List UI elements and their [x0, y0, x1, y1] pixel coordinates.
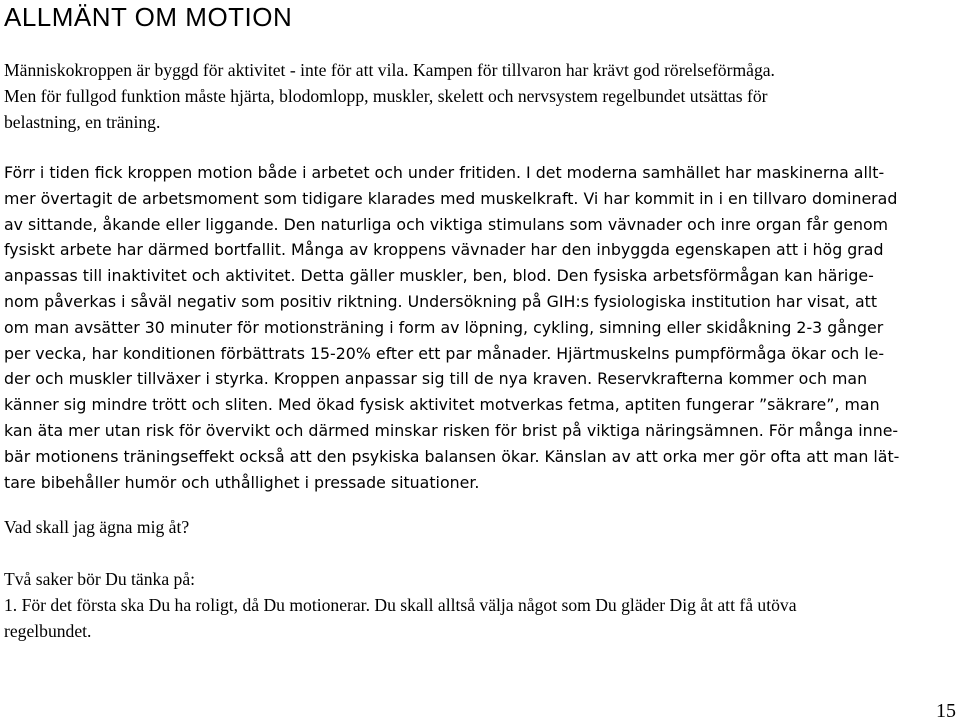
text-line: tare bibehåller humör och uthållighet i pressade situationer. [4, 472, 480, 492]
list-item [4, 593, 797, 645]
text-line: av sittande, åkande eller liggande. Den naturliga och viktiga stimulans som vävnader och inre organ får genom [4, 214, 889, 234]
text-line: fysiskt arbete har därmed bortfallit. Många av kroppens vävnader har den inbyggda egenskapen att i hög grad [4, 240, 884, 260]
list-intro [4, 567, 195, 593]
list-intro-text: Två saker bör Du tänka på: [4, 569, 196, 589]
text-line: anpassas till inaktivitet och aktivitet. Detta gäller muskler, ben, blod. Den fysiska arbetsförmågan kan härige- [4, 266, 874, 286]
body-paragraph [4, 160, 899, 495]
question-text: Vad skall jag ägna mig åt? [4, 517, 190, 537]
text-line: bär motionens träningseffekt också att den psykiska balansen ökar. Känslan av att orka mer gör ofta att man lät- [4, 446, 900, 466]
page-title: ALLMÄNT OM MOTION [4, 2, 293, 32]
text-line: om man avsätter 30 minuter för motionsträning i form av löpning, cykling, simning eller skidåkning 2-3 gånger [4, 317, 884, 337]
text-line: regelbundet. [4, 620, 92, 641]
text-line: Förr i tiden fick kroppen motion både i arbetet och under fritiden. I det moderna samhället har maskinerna allt- [4, 163, 885, 182]
text-line: der och muskler tillväxer i styrka. Kroppen anpassar sig till de nya kraven. Reservkrafterna kommer och man [4, 369, 868, 389]
text-line: 1. För det första ska Du ha roligt, då Du motionerar. Du skall alltså välja något som Du gläder Dig åt att få utöva [4, 595, 797, 615]
question-heading [4, 515, 189, 541]
text-line: nom påverkas i såväl negativ som positiv riktning. Undersökning på GIH:s fysiologiska institution har visat, att [4, 291, 878, 311]
text-line: kan äta mer utan risk för övervikt och därmed minskar risken för brist på viktiga näringsämnen. För många inne- [4, 420, 899, 440]
text-line: belastning, en träning. [4, 111, 161, 132]
text-line: känner sig mindre trött och sliten. Med ökad fysisk aktivitet motverkas fetma, aptiten fungerar ”säkrare”, man [4, 395, 880, 415]
text-line: Människokroppen är byggd för aktivitet - inte för att vila. Kampen för tillvaron har krävt god rörelseförmåga. [4, 60, 775, 80]
text-line: Men för fullgod funktion måste hjärta, blodomlopp, muskler, skelett och nervsystem regelbundet utsättas för [4, 85, 768, 106]
page-number: 15 [936, 700, 956, 722]
text-line: mer övertagit de arbetsmoment som tidigare klarades med muskelkraft. Vi har kommit in i en tillvaro dominerad [4, 188, 898, 208]
intro-paragraph [4, 58, 775, 135]
text-line: per vecka, har konditionen förbättrats 15-20% efter ett par månader. Hjärtmuskelns pumpförmåga ökar och le- [4, 343, 885, 363]
